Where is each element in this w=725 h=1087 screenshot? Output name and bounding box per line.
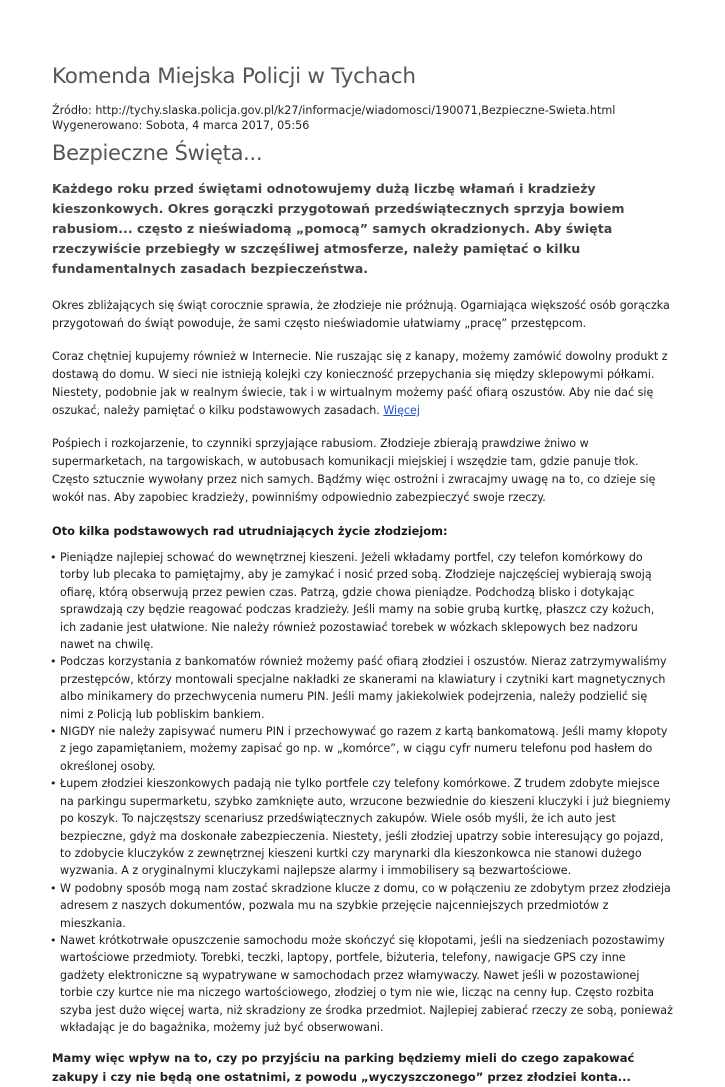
tip-item: • W podobny sposób mogą nam zostać skradzione klucze z domu, co w połączeniu ze zdobytym przez złodzieja adresem z naszych dokumentów, pozwala mu na szybkie przejęcie najcenniejszych przedmiotów z mieszkania. xyxy=(50,880,673,932)
site-title: Komenda Miejska Policji w Tychach xyxy=(52,64,416,89)
document-meta xyxy=(52,103,673,133)
source-line: Źródło: http://tychy.slaska.policja.gov.pl/k27/informacje/wiadomosci/190071,Bezpieczne-Swieta.html xyxy=(52,104,616,117)
tips-heading: Oto kilka podstawowych rad utrudniających życie złodziejom: xyxy=(52,524,448,538)
tip-item: • Nawet krótkotrwałe opuszczenie samochodu może skończyć się kłopotami, jeśli na siedzeniach pozostawimy wartościowe przedmioty. Torebki, teczki, laptopy, portfele, biżuteria, telefony, nawigacje GPS czy inne gadżety elektroniczne są wypatrywane w samochodach przez włamywaczy. Nawet jeśli w pozostawionej torbie czy kurtce nie ma niczego wartościowego, złodziej o tym nie wie, licząc na cenny łup. Często rozbita szyba jest dużo więcej warta, niż skradziony ze środka przedmiot. Najlepiej zabierać rzeczy ze sobą, ponieważ wkładając je do bagażnika, możemy już być obserwowani. xyxy=(50,932,673,1036)
tip-item: • Pieniądze najlepiej schować do wewnętrznej kieszeni. Jeżeli wkładamy portfel, czy telefon komórkowy do torby lub plecaka to pamiętajmy, aby je zamykać i nosić przed sobą. Złodzieje najczęściej wybierają swoją ofiarę, którą obserwują przez pewien czas. Patrzą, gdzie chowa pieniądze. Podchodzą blisko i dotykając sprawdzają czy będzie reagować podczas kradzieży. Jeśli mamy na sobie grubą kurtkę, płaszcz czy kożuch, ich zadanie jest ułatwione. Nie należy również pozostawiać torebek w wózkach sklepowych bez nadzoru nawet na chwilę. xyxy=(50,549,673,653)
more-link[interactable]: Więcej xyxy=(383,404,420,417)
article-paragraph-3: Pośpiech i rozkojarzenie, to czynniki sprzyjające rabusiom. Złodzieje zbierają prawdziwe żniwo w supermarketach, na targowiskach, w autobusach komunikacji miejskiej i wszędzie tam, gdzie panuje tłok. Często sztucznie wywołany przez nich samych. Bądźmy więc ostrożni i zwracajmy uwagę na to, co dzieje się wokół nas. Aby zapobiec kradzieży, powinniśmy odpowiednio zabezpieczyć swoje rzeczy. xyxy=(52,437,656,504)
article-lead: Każdego roku przed świętami odnotowujemy dużą liczbę włamań i kradzieży kieszonkowych. Okres gorączki przygotowań przedświątecznych sprzyja bowiem rabusiom... często z nieświadomą „pomocą” samych okradzionych. Aby święta rzeczywiście przebiegły w szczęśliwej atmosferze, należy pamiętać o kilku fundamentalnych zasadach bezpieczeństwa. xyxy=(52,181,625,276)
article-paragraph-2 xyxy=(52,348,673,420)
generated-line: Wygenerowano: Sobota, 4 marca 2017, 05:56 xyxy=(52,119,310,132)
tip-item: • NIGDY nie należy zapisywać numeru PIN i przechowywać go razem z kartą bankomatową. Jeśli mamy kłopoty z jego zapamiętaniem, możemy zapisać go np. w „komórce”, w ciągu cyfr numeru telefonu pod hasłem do określonej osoby. xyxy=(50,723,673,775)
article-title: Bezpieczne Święta... xyxy=(52,141,263,165)
tips-list xyxy=(52,549,673,1036)
paragraph-2-text: Coraz chętniej kupujemy również w Internecie. Nie ruszając się z kanapy, możemy zamówić dowolny produkt z dostawą do domu. W sieci nie istnieją kolejki czy konieczność przepychania się między sklepowymi półkami. Niestety, podobnie jak w realnym świecie, tak i w wirtualnym możemy paść ofiarą oszustów. Aby nie dać się oszukać, należy pamiętać o kilku podstawowych zasadach. xyxy=(52,350,668,417)
tip-item: • Podczas korzystania z bankomatów również możemy paść ofiarą złodziei i oszustów. Nieraz zatrzymywaliśmy przestępców, którzy montowali specjalne nakładki ze skanerami na klawiatury i czytniki kart magnetycznych albo minikamery do przechwycenia numeru PIN. Jeśli mamy jakiekolwiek podejrzenia, należy podzielić się nimi z Policją lub pobliskim bankiem. xyxy=(50,653,673,723)
tip-item: • Łupem złodziei kieszonkowych padają nie tylko portfele czy telefony komórkowe. Z trudem zdobyte miejsce na parkingu supermarketu, szybko zamknięte auto, wrzucone bezwiednie do kieszeni kluczyki i już biegniemy po koszyk. To najczęstszy scenariusz przedświątecznych zakupów. Wiele osób myśli, że ich auto jest bezpieczne, gdyż ma doskonałe zabezpieczenia. Niestety, jeśli złodziej upatrzy sobie interesujący go pojazd, to zdobycie kluczyków z zewnętrznej kieszeni kurtki czy marynarki dla kieszonkowca nie stanowi dużego wyzwania. A z oryginalnymi kluczykami najlepsze alarmy i immobilisery są bezwartościowe. xyxy=(50,775,673,879)
article-paragraph-1: Okres zbliżających się świąt corocznie sprawia, że złodzieje nie próżnują. Ogarniająca większość osób gorączka przygotowań do świąt powoduje, że sami często nieświadomie ułatwiamy „pracę” przestępcom. xyxy=(52,299,670,330)
closing-statement: Mamy więc wpływ na to, czy po przyjściu na parking będziemy mieli do czego zapakować zakupy i czy nie będą one ostatnimi, z powodu „wyczyszczonego” przez złodziei konta... xyxy=(52,1051,635,1085)
